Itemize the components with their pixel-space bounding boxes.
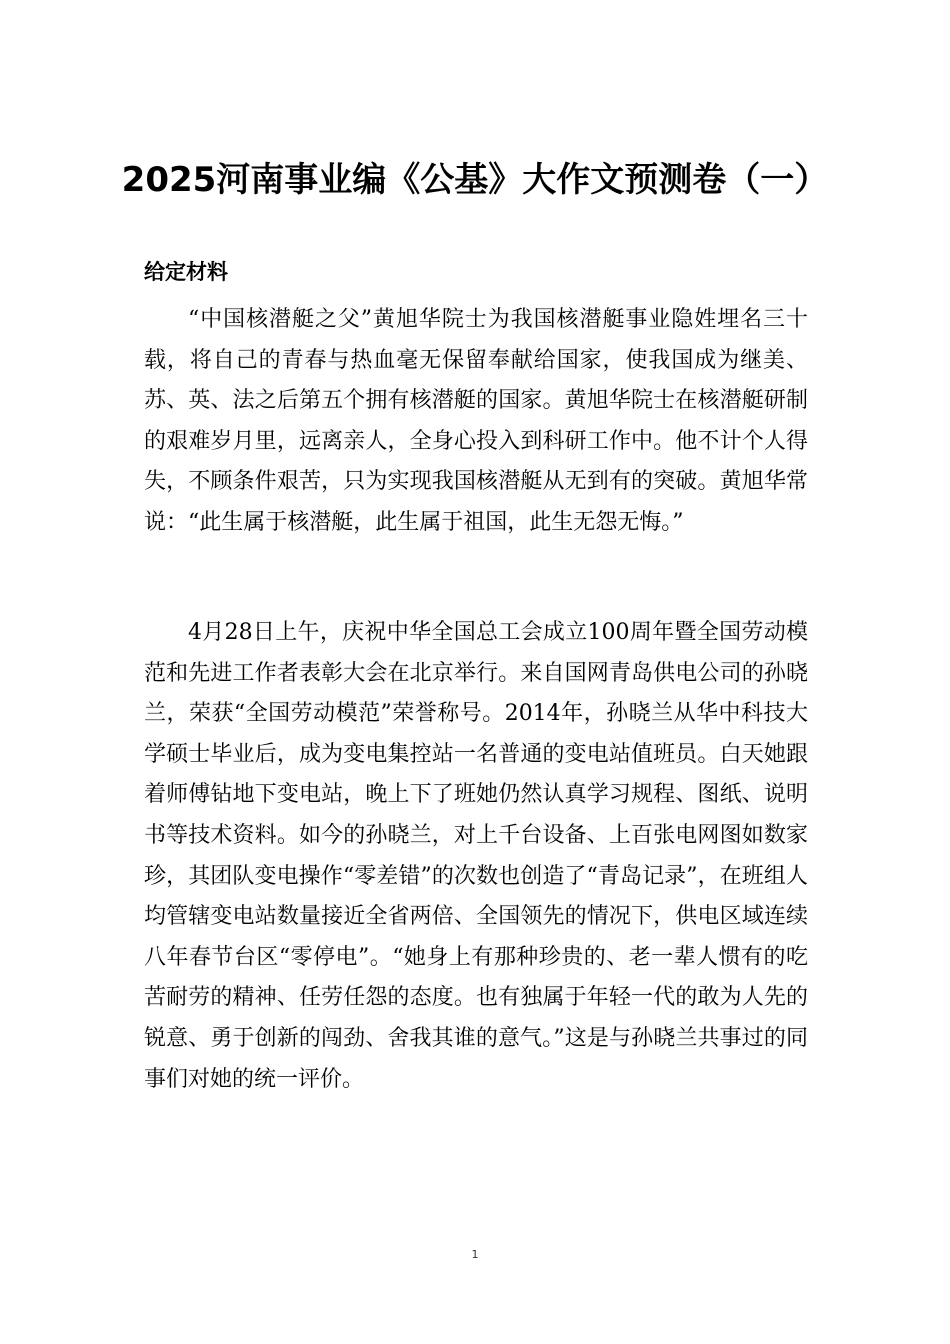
paragraph-sun-xiaolan: 4月28日上午，庆祝中华全国总工会成立100周年暨全国劳动模范和先进工作者表彰大会在北京举行。来自国网青岛供电公司的孙晓兰，荣获“全国劳动模范”荣誉称号。2014年，孙晓兰从华中科技大学硕士毕业后，成为变电集控站一名普通的变电站值班员。白天她跟着师傅钻地下变电站，晚上下了班她仍然认真学习规程、图纸、说明书等技术资料。如今的孙晓兰，对上千台设备、上百张电网图如数家珍，其团队变电操作“零差错”的次数也创造了“青岛记录”，在班组人均管辖变电站数量接近全省两倍、全国领先的情况下，供电区域连续八年春节台区“零停电”。“她身上有那种珍贵的、老一辈人惯有的吃苦耐劳的精神、任劳任怨的态度。也有独属于年轻一代的敢为人先的锐意、勇于创新的闯劲、舍我其谁的意气。”这是与孙晓兰共事过的同事们对她的统一评价。 [144,620,808,1092]
document-title: 2025河南事业编《公基》大作文预测卷（一） [121,160,829,200]
page-number: 1 [471,1248,479,1261]
section-heading: 给定材料 [144,260,228,284]
paragraph-huang-xuhua: “中国核潜艇之父”黄旭华院士为我国核潜艇事业隐姓埋名三十载，将自己的青春与热血毫无保留奉献给国家，使我国成为继美、苏、英、法之后第五个拥有核潜艇的国家。黄旭华院士在核潜艇研制的艰难岁月里，远离亲人，全身心投入到科研工作中。他不计个人得失，不顾条件艰苦，只为实现我国核潜艇从无到有的突破。黄旭华常说：“此生属于核潜艇，此生属于祖国，此生无怨无悔。” [144,307,808,535]
